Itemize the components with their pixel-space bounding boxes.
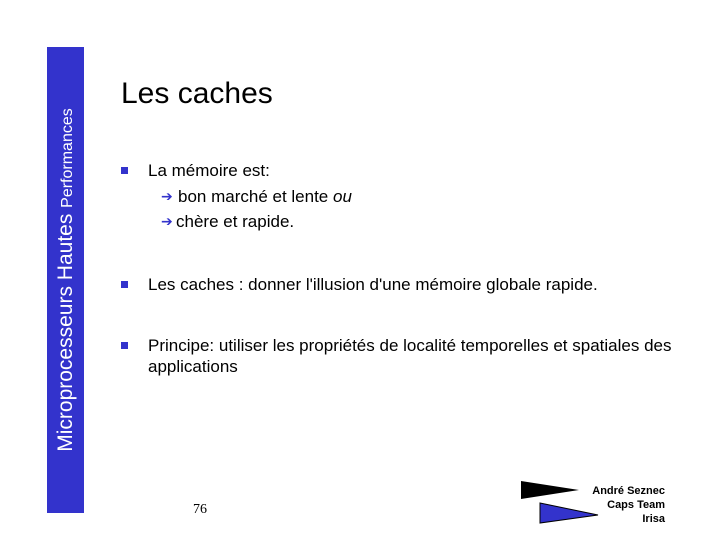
author-block <box>560 484 665 526</box>
sub-bullet-item <box>121 209 681 234</box>
bullet-item <box>121 160 681 181</box>
square-bullet-icon <box>121 342 128 349</box>
page-number: 76 <box>193 502 207 517</box>
sub-bullet-text: bon marché et lente <box>178 187 333 206</box>
sidebar-title-main: Microprocesseurs Hautes <box>53 207 77 452</box>
bullet-text: La mémoire est: <box>148 161 270 180</box>
bullet-item <box>121 274 681 295</box>
author-name: André Seznec <box>592 485 665 497</box>
sub-bullet-text: chère et rapide. <box>176 212 295 231</box>
bullet-text: Principe: utiliser les propriétés de localité temporelles et spatiales des applications <box>148 336 672 376</box>
sub-bullet-item <box>121 184 681 209</box>
sidebar-title <box>54 108 78 452</box>
author-team: Caps Team <box>607 499 665 511</box>
bullet-item <box>121 335 681 377</box>
bullet-list <box>121 160 681 377</box>
slide-title: Les caches <box>121 77 273 110</box>
square-bullet-icon <box>121 281 128 288</box>
square-bullet-icon <box>121 167 128 174</box>
sidebar-banner <box>47 47 84 513</box>
sidebar-title-small: Performances <box>58 108 76 208</box>
bullet-text: Les caches : donner l'illusion d'une mémoire globale rapide. <box>148 275 598 294</box>
author-org: Irisa <box>642 513 665 525</box>
arrow-right-icon: ➔ <box>161 213 173 229</box>
sub-bullet-emphasis: ou <box>332 187 352 206</box>
arrow-right-icon: ➔ <box>161 188 173 204</box>
